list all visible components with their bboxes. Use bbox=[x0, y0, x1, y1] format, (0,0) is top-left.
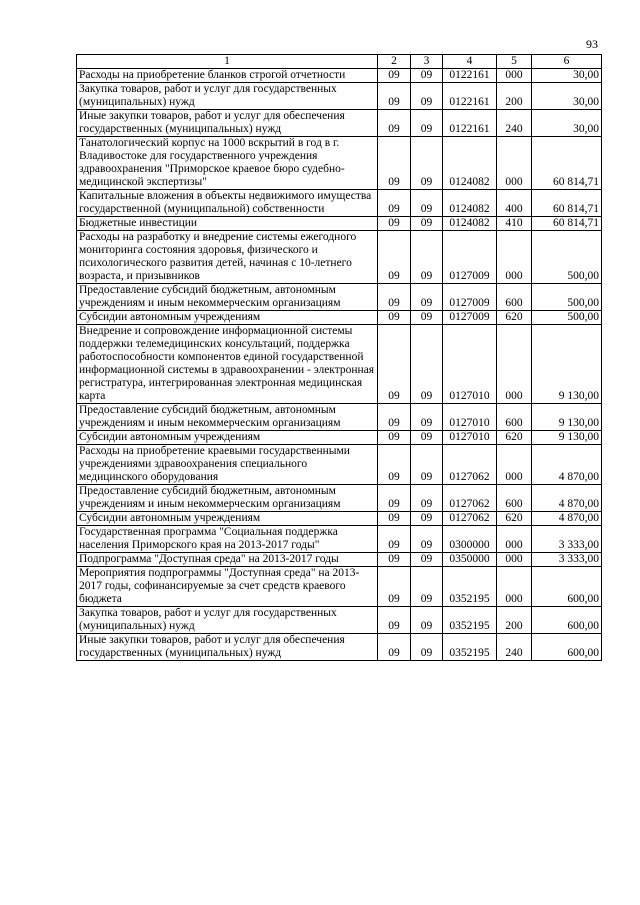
row-name-cell: Субсидии автономным учреждениям bbox=[77, 311, 378, 325]
row-section-cell: 09 bbox=[378, 284, 411, 311]
row-expense-type-cell: 000 bbox=[497, 553, 532, 567]
header-col-6: 6 bbox=[532, 55, 602, 69]
row-name-cell: Расходы на приобретение бланков строгой отчетности bbox=[77, 69, 378, 83]
row-subsection-cell: 09 bbox=[411, 607, 443, 634]
row-amount-cell: 4 870,00 bbox=[532, 512, 602, 526]
table-row bbox=[77, 567, 602, 607]
row-subsection-cell: 09 bbox=[411, 137, 443, 190]
row-expense-type-cell: 000 bbox=[497, 325, 532, 404]
row-expense-type-cell: 600 bbox=[497, 485, 532, 512]
table-row bbox=[77, 526, 602, 553]
budget-table bbox=[76, 54, 602, 661]
row-target-article-cell: 0127009 bbox=[443, 284, 497, 311]
row-subsection-cell: 09 bbox=[411, 110, 443, 137]
row-expense-type-cell: 000 bbox=[497, 526, 532, 553]
table-row bbox=[77, 231, 602, 284]
row-amount-cell: 500,00 bbox=[532, 311, 602, 325]
row-section-cell: 09 bbox=[378, 512, 411, 526]
row-amount-cell: 4 870,00 bbox=[532, 445, 602, 485]
row-amount-cell: 9 130,00 bbox=[532, 431, 602, 445]
row-subsection-cell: 09 bbox=[411, 311, 443, 325]
row-amount-cell: 9 130,00 bbox=[532, 404, 602, 431]
row-section-cell: 09 bbox=[378, 110, 411, 137]
table-row bbox=[77, 311, 602, 325]
row-subsection-cell: 09 bbox=[411, 445, 443, 485]
row-section-cell: 09 bbox=[378, 83, 411, 110]
row-name-cell: Субсидии автономным учреждениям bbox=[77, 431, 378, 445]
table-row bbox=[77, 217, 602, 231]
row-target-article-cell: 0352195 bbox=[443, 634, 497, 661]
row-subsection-cell: 09 bbox=[411, 83, 443, 110]
row-target-article-cell: 0300000 bbox=[443, 526, 497, 553]
row-section-cell: 09 bbox=[378, 553, 411, 567]
row-expense-type-cell: 600 bbox=[497, 404, 532, 431]
table-row bbox=[77, 325, 602, 404]
row-subsection-cell: 09 bbox=[411, 485, 443, 512]
row-name-cell: Подпрограмма "Доступная среда" на 2013-2017 годы bbox=[77, 553, 378, 567]
row-section-cell: 09 bbox=[378, 311, 411, 325]
row-name-cell: Капитальные вложения в объекты недвижимого имущества государственной (муниципальной) собственности bbox=[77, 190, 378, 217]
row-section-cell: 09 bbox=[378, 526, 411, 553]
row-expense-type-cell: 240 bbox=[497, 110, 532, 137]
row-section-cell: 09 bbox=[378, 607, 411, 634]
table-row bbox=[77, 110, 602, 137]
row-expense-type-cell: 620 bbox=[497, 431, 532, 445]
row-subsection-cell: 09 bbox=[411, 404, 443, 431]
row-section-cell: 09 bbox=[378, 404, 411, 431]
header-col-2: 2 bbox=[378, 55, 411, 69]
row-section-cell: 09 bbox=[378, 190, 411, 217]
row-name-cell: Расходы на разработку и внедрение системы ежегодного мониторинга состояния здоровья, физического и психологического развития детей, начиная с 10-летнего возраста, и призывников bbox=[77, 231, 378, 284]
row-target-article-cell: 0127009 bbox=[443, 231, 497, 284]
header-col-3: 3 bbox=[411, 55, 443, 69]
row-name-cell: Предоставление субсидий бюджетным, автономным учреждениям и иным некоммерческим организациям bbox=[77, 485, 378, 512]
row-amount-cell: 30,00 bbox=[532, 83, 602, 110]
row-subsection-cell: 09 bbox=[411, 190, 443, 217]
row-expense-type-cell: 600 bbox=[497, 284, 532, 311]
table-row bbox=[77, 69, 602, 83]
row-expense-type-cell: 000 bbox=[497, 137, 532, 190]
row-target-article-cell: 0127009 bbox=[443, 311, 497, 325]
row-amount-cell: 600,00 bbox=[532, 567, 602, 607]
row-name-cell: Предоставление субсидий бюджетным, автономным учреждениям и иным некоммерческим организациям bbox=[77, 284, 378, 311]
row-target-article-cell: 0124082 bbox=[443, 137, 497, 190]
row-amount-cell: 60 814,71 bbox=[532, 137, 602, 190]
row-name-cell: Бюджетные инвестиции bbox=[77, 217, 378, 231]
row-subsection-cell: 09 bbox=[411, 231, 443, 284]
row-target-article-cell: 0127062 bbox=[443, 445, 497, 485]
row-section-cell: 09 bbox=[378, 445, 411, 485]
row-name-cell: Внедрение и сопровождение информационной системы поддержки телемедицинских консультаций, поддержка работоспособности компонентов единой государственной информационной системы в здравоохранении - электронная регистратура, интегрированная электронная медицинская карта bbox=[77, 325, 378, 404]
row-section-cell: 09 bbox=[378, 325, 411, 404]
row-amount-cell: 30,00 bbox=[532, 69, 602, 83]
row-section-cell: 09 bbox=[378, 231, 411, 284]
header-col-1: 1 bbox=[77, 55, 378, 69]
row-name-cell: Закупка товаров, работ и услуг для государственных (муниципальных) нужд bbox=[77, 83, 378, 110]
row-target-article-cell: 0122161 bbox=[443, 69, 497, 83]
row-name-cell: Закупка товаров, работ и услуг для государственных (муниципальных) нужд bbox=[77, 607, 378, 634]
row-expense-type-cell: 200 bbox=[497, 83, 532, 110]
row-subsection-cell: 09 bbox=[411, 553, 443, 567]
table-row bbox=[77, 431, 602, 445]
row-subsection-cell: 09 bbox=[411, 325, 443, 404]
row-name-cell: Субсидии автономным учреждениям bbox=[77, 512, 378, 526]
row-expense-type-cell: 620 bbox=[497, 512, 532, 526]
row-subsection-cell: 09 bbox=[411, 634, 443, 661]
row-target-article-cell: 0124082 bbox=[443, 217, 497, 231]
row-target-article-cell: 0127062 bbox=[443, 512, 497, 526]
row-expense-type-cell: 200 bbox=[497, 607, 532, 634]
row-target-article-cell: 0122161 bbox=[443, 110, 497, 137]
row-subsection-cell: 09 bbox=[411, 431, 443, 445]
row-amount-cell: 3 333,00 bbox=[532, 553, 602, 567]
row-section-cell: 09 bbox=[378, 137, 411, 190]
row-target-article-cell: 0352195 bbox=[443, 607, 497, 634]
table-header-row bbox=[77, 55, 602, 69]
row-amount-cell: 500,00 bbox=[532, 284, 602, 311]
row-name-cell: Предоставление субсидий бюджетным, автономным учреждениям и иным некоммерческим организациям bbox=[77, 404, 378, 431]
row-amount-cell: 3 333,00 bbox=[532, 526, 602, 553]
row-amount-cell: 600,00 bbox=[532, 634, 602, 661]
row-name-cell: Расходы на приобретение краевыми государственными учреждениями здравоохранения специального медицинского оборудования bbox=[77, 445, 378, 485]
table-row bbox=[77, 607, 602, 634]
row-target-article-cell: 0127010 bbox=[443, 325, 497, 404]
row-subsection-cell: 09 bbox=[411, 567, 443, 607]
row-amount-cell: 60 814,71 bbox=[532, 190, 602, 217]
row-subsection-cell: 09 bbox=[411, 284, 443, 311]
row-expense-type-cell: 240 bbox=[497, 634, 532, 661]
page-number: 93 bbox=[586, 37, 598, 51]
row-amount-cell: 4 870,00 bbox=[532, 485, 602, 512]
row-amount-cell: 60 814,71 bbox=[532, 217, 602, 231]
header-col-4: 4 bbox=[443, 55, 497, 69]
row-expense-type-cell: 620 bbox=[497, 311, 532, 325]
row-subsection-cell: 09 bbox=[411, 69, 443, 83]
row-section-cell: 09 bbox=[378, 567, 411, 607]
row-subsection-cell: 09 bbox=[411, 526, 443, 553]
row-expense-type-cell: 400 bbox=[497, 190, 532, 217]
row-name-cell: Иные закупки товаров, работ и услуг для обеспечения государственных (муниципальных) нужд bbox=[77, 634, 378, 661]
row-expense-type-cell: 000 bbox=[497, 231, 532, 284]
row-amount-cell: 9 130,00 bbox=[532, 325, 602, 404]
row-expense-type-cell: 410 bbox=[497, 217, 532, 231]
row-section-cell: 09 bbox=[378, 217, 411, 231]
table-row bbox=[77, 553, 602, 567]
row-target-article-cell: 0122161 bbox=[443, 83, 497, 110]
table-row bbox=[77, 404, 602, 431]
row-expense-type-cell: 000 bbox=[497, 69, 532, 83]
table-row bbox=[77, 83, 602, 110]
row-amount-cell: 30,00 bbox=[532, 110, 602, 137]
table-row bbox=[77, 284, 602, 311]
table-row bbox=[77, 634, 602, 661]
row-section-cell: 09 bbox=[378, 485, 411, 512]
row-name-cell: Государственная программа "Социальная поддержка населения Приморского края на 2013-2017 годы" bbox=[77, 526, 378, 553]
row-target-article-cell: 0127010 bbox=[443, 431, 497, 445]
row-name-cell: Танатологический корпус на 1000 вскрытий в год в г. Владивостоке для государственного учреждения здравоохранения "Приморское краевое бюро судебно-медицинской экспертизы" bbox=[77, 137, 378, 190]
row-expense-type-cell: 000 bbox=[497, 445, 532, 485]
row-name-cell: Иные закупки товаров, работ и услуг для обеспечения государственных (муниципальных) нужд bbox=[77, 110, 378, 137]
table-row bbox=[77, 512, 602, 526]
table-row bbox=[77, 485, 602, 512]
row-amount-cell: 500,00 bbox=[532, 231, 602, 284]
row-expense-type-cell: 000 bbox=[497, 567, 532, 607]
row-section-cell: 09 bbox=[378, 69, 411, 83]
row-section-cell: 09 bbox=[378, 431, 411, 445]
row-target-article-cell: 0127062 bbox=[443, 485, 497, 512]
row-name-cell: Мероприятия подпрограммы "Доступная среда" на 2013-2017 годы, софинансируемые за счет средств краевого бюджета bbox=[77, 567, 378, 607]
table-body bbox=[77, 69, 602, 661]
table-row bbox=[77, 137, 602, 190]
row-target-article-cell: 0350000 bbox=[443, 553, 497, 567]
row-section-cell: 09 bbox=[378, 634, 411, 661]
row-target-article-cell: 0127010 bbox=[443, 404, 497, 431]
row-subsection-cell: 09 bbox=[411, 217, 443, 231]
row-target-article-cell: 0352195 bbox=[443, 567, 497, 607]
row-amount-cell: 600,00 bbox=[532, 607, 602, 634]
row-subsection-cell: 09 bbox=[411, 512, 443, 526]
header-col-5: 5 bbox=[497, 55, 532, 69]
table-row bbox=[77, 190, 602, 217]
table-row bbox=[77, 445, 602, 485]
row-target-article-cell: 0124082 bbox=[443, 190, 497, 217]
